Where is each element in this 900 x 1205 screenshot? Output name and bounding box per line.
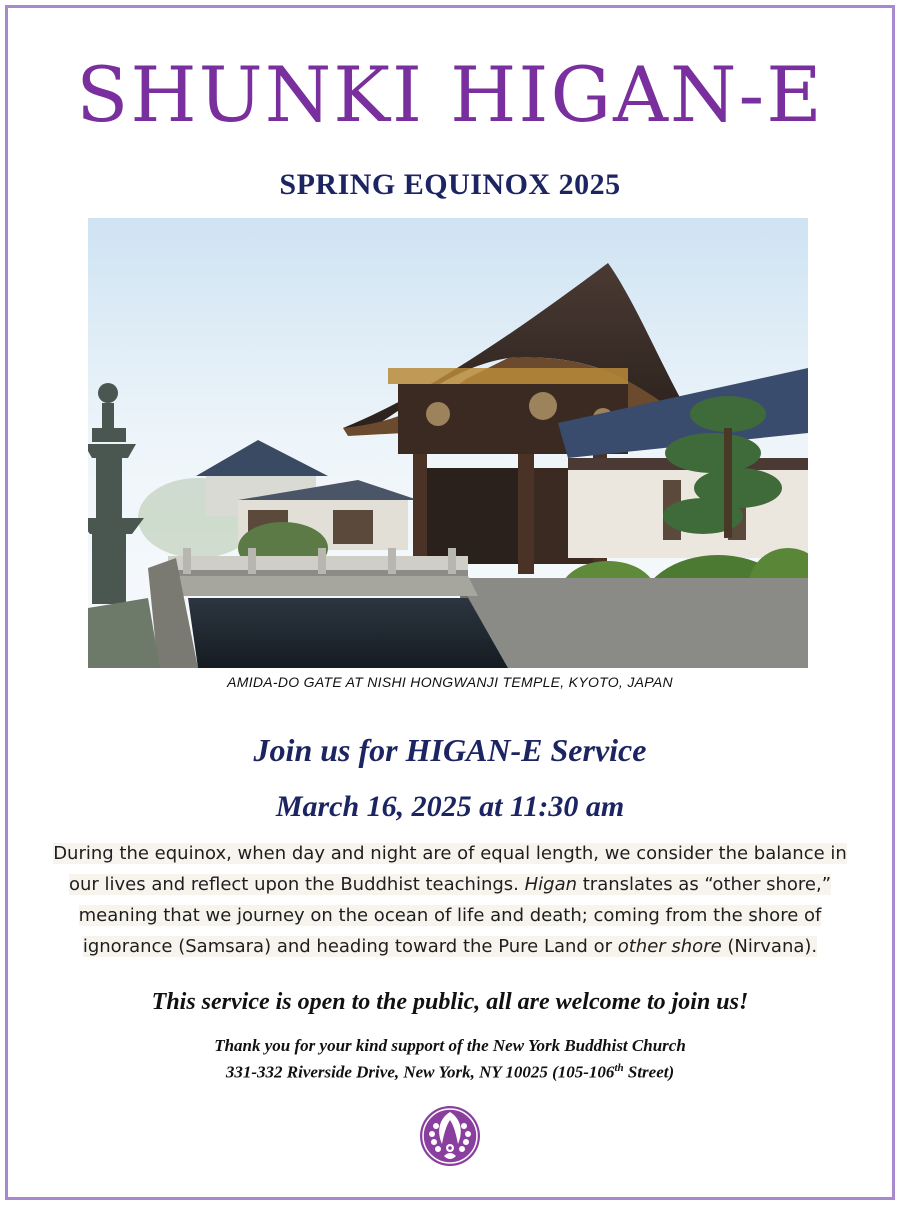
description-paragraph (28, 838, 872, 962)
footer-credits (0, 1034, 900, 1084)
wisteria-crest-icon (418, 1104, 482, 1168)
service-datetime: March 16, 2025 at 11:30 am (275, 790, 625, 823)
thanks-line: Thank you for your kind support of the New York Buddhist Church (214, 1036, 686, 1055)
page-title: SHUNKI HIGAN-E (76, 50, 824, 139)
description-line: During the equinox, when day and night are of equal length, we consider the balance in (53, 843, 847, 864)
description-line: our lives and reflect upon the Buddhist teachings. Higan translates as “other shore,” (68, 874, 832, 895)
photo-caption: AMIDA-DO GATE AT NISHI HONGWANJI TEMPLE, KYOTO, JAPAN (227, 674, 673, 690)
address-line: 331-332 Riverside Drive, New York, NY 10025 (105-106th Street) (225, 1062, 675, 1082)
service-heading: Join us for HIGAN-E Service (253, 732, 647, 768)
description-line: meaning that we journey on the ocean of life and death; coming from the shore of (78, 905, 822, 926)
welcome-message: This service is open to the public, all are welcome to join us! (151, 989, 749, 1015)
higan-term: Higan (524, 874, 578, 895)
other-shore-term: other shore (617, 936, 722, 957)
temple-photo (88, 218, 808, 668)
temple-gate-illustration (88, 218, 808, 668)
page-subtitle: SPRING EQUINOX 2025 (279, 168, 621, 201)
description-line: ignorance (Samsara) and heading toward the Pure Land or other shore (Nirvana). (82, 936, 818, 957)
